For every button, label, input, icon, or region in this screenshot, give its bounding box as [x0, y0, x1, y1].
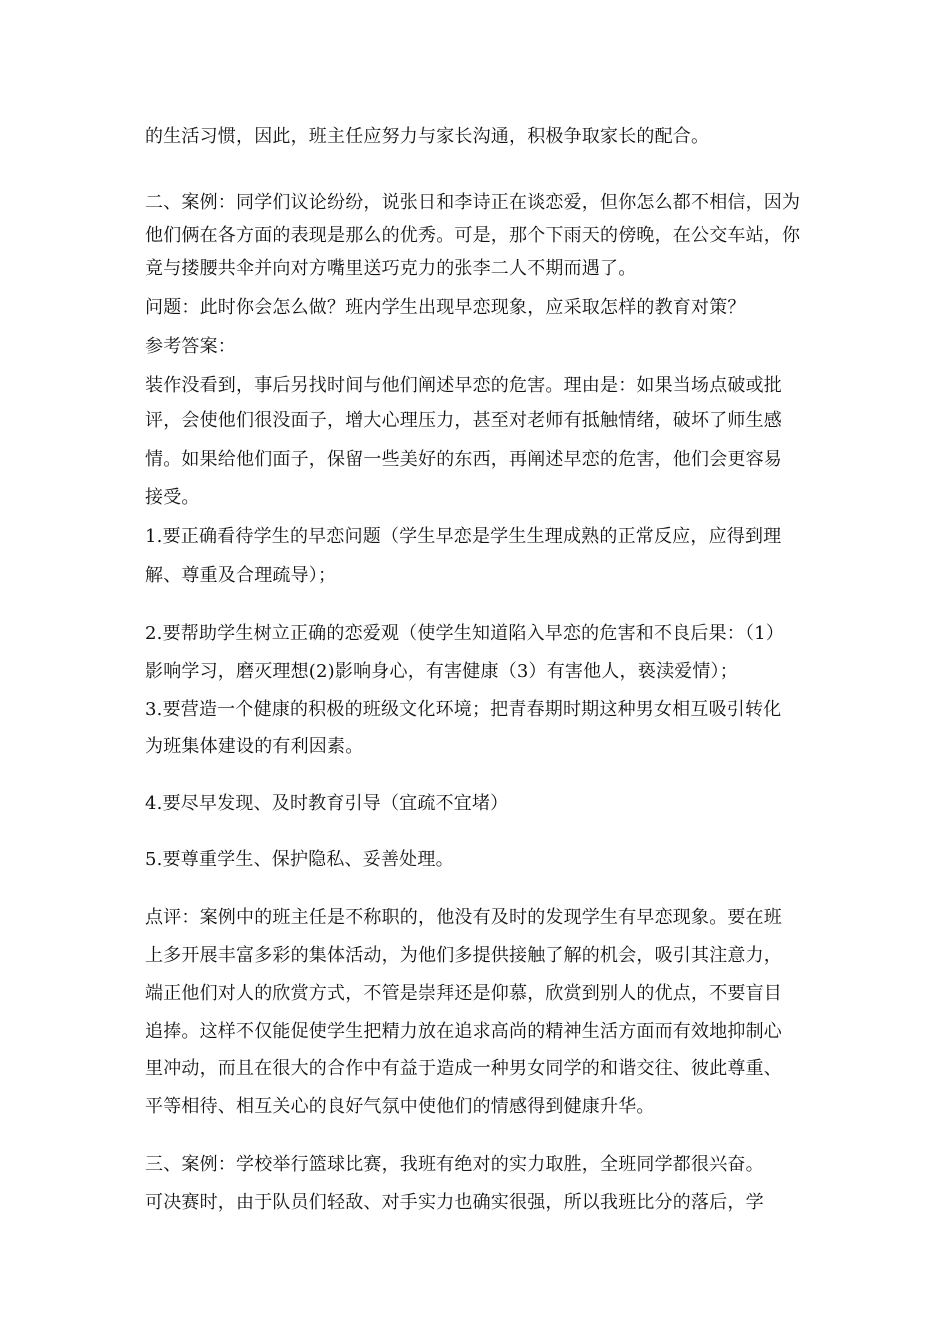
text-line: 里冲动，而且在很大的合作中有益于造成一种男女同学的和谐交往、彼此尊重、 [145, 1058, 782, 1079]
text-line: 上多开展丰富多彩的集体活动，为他们多提供接触了解的机会，吸引其注意力， [145, 945, 782, 966]
text-line: 他们俩在各方面的表现是那么的优秀。可是，那个下雨天的傍晚，在公交车站，你 [145, 225, 801, 246]
text-line: 为班集体建设的有利因素。 [145, 736, 364, 757]
text-line: 1.要正确看待学生的早恋问题（学生早恋是学生生理成熟的正常反应，应得到理 [145, 526, 782, 547]
text-line: 4.要尽早发现、及时教育引导（宜疏不宜堵） [145, 793, 509, 814]
text-line: 3.要营造一个健康的积极的班级文化环境；把青春期时期这种男女相互吸引转化 [145, 699, 782, 720]
text-line: 问题：此时你会怎么做？班内学生出现早恋现象，应采取怎样的教育对策？ [145, 297, 746, 318]
text-line: 情。如果给他们面子，保留一些美好的东西，再阐述早恋的危害，他们会更容易 [145, 449, 782, 470]
text-line: 解、尊重及合理疏导）； [145, 565, 337, 586]
text-line: 参考答案： [145, 336, 236, 357]
text-line: 平等相待、相互关心的良好气氛中使他们的情感得到健康升华。 [145, 1096, 655, 1117]
text-line: 的生活习惯，因此，班主任应努力与家长沟通，积极争取家长的配合。 [145, 126, 710, 147]
text-line: 二、案例：同学们议论纷纷，说张日和李诗正在谈恋爱，但你怎么都不相信，因为 [145, 192, 801, 213]
text-line: 可决赛时，由于队员们轻敌、对手实力也确实很强，所以我班比分的落后，学 [145, 1192, 764, 1213]
text-line: 5.要尊重学生、保护隐私、妥善处理。 [145, 849, 454, 870]
text-line: 追捧。这样不仅能促使学生把精力放在追求高尚的精神生活方面而有效地抑制心 [145, 1021, 782, 1042]
text-line: 接受。 [145, 487, 200, 508]
text-line: 2.要帮助学生树立正确的恋爱观（使学生知道陷入早恋的危害和不良后果：（1） [145, 623, 785, 644]
text-line: 竟与搂腰共伞并向对方嘴里送巧克力的张李二人不期而遇了。 [145, 258, 637, 279]
text-line: 影响学习，磨灭理想(2)影响身心，有害健康（3）有害他人，亵渎爱情）； [145, 661, 738, 682]
text-line: 评，会使他们很没面子，增大心理压力，甚至对老师有抵触情绪，破坏了师生感 [145, 410, 782, 431]
text-line: 三、案例：学校举行篮球比赛，我班有绝对的实力取胜，全班同学都很兴奋。 [145, 1154, 764, 1175]
text-line: 端正他们对人的欣赏方式，不管是崇拜还是仰慕，欣赏到别人的优点，不要盲目 [145, 983, 782, 1004]
text-line: 装作没看到，事后另找时间与他们阐述早恋的危害。理由是：如果当场点破或批 [145, 375, 782, 396]
text-line: 点评：案例中的班主任是不称职的，他没有及时的发现学生有早恋现象。要在班 [145, 907, 782, 928]
